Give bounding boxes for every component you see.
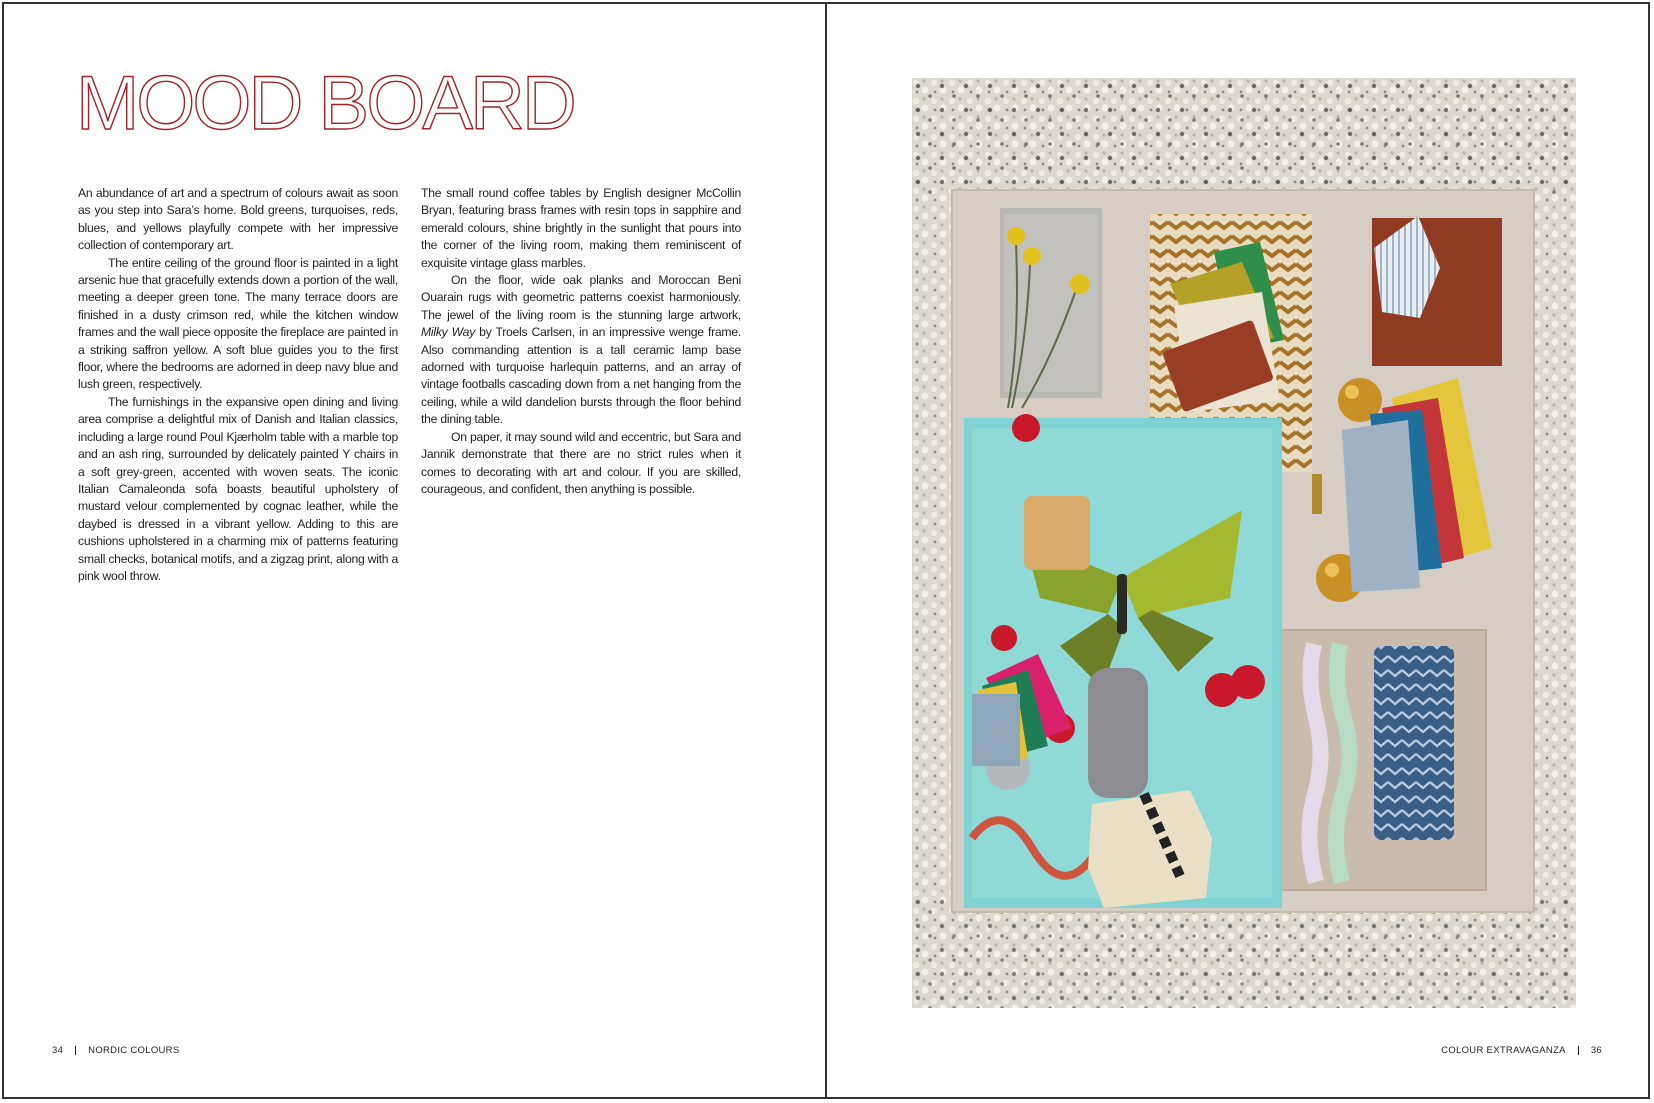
footer-divider	[1578, 1046, 1579, 1055]
brass-rod	[1312, 474, 1322, 514]
page-number: 34	[52, 1045, 64, 1056]
paragraph	[421, 272, 741, 429]
paragraph: The furnishings in the expansive open dining and living area comprise a delightful mix of Danish and Italian classics, including a large round Poul Kjærholm table with a marble top and an ash ring, surrounded by delicately painted Y chairs in a soft grey-green, accented with woven seats. The iconic Italian Camaleonda sofa boasts beautiful upholstery of mustard velour complemented by cognac leather, while the daybed is dressed in a vibrant yellow. Adding to this are cushions upholstered in a charming mix of patterns featuring small checks, botanical motifs, and a zigzag print, along with a pink wool throw.	[78, 394, 399, 583]
bust-figure	[1088, 668, 1148, 798]
artwork-title: Milky Way	[421, 325, 476, 340]
footer-left	[52, 1045, 179, 1056]
paragraph: An abundance of art and a spectrum of colours await as soon as you step into Sara’s home. Bold greens, turquoises, reds, blues, and yellows playfully compete with her impressive collection of contemporary art.	[78, 186, 398, 253]
footer-divider	[75, 1046, 76, 1055]
section-name: NORDIC COLOURS	[88, 1045, 180, 1056]
text-column-1	[78, 185, 398, 585]
paragraph-text: by Troels Carlsen, in an impressive wenge frame. Also commanding attention is a tall ceramic lamp base adorned with turquoise harlequin patterns, and an array of vintage footballs cascading down from a net hanging from the ceiling, while a wild dandelion bursts through the floor behind the dining table.	[421, 325, 741, 427]
paragraph: The entire ceiling of the ground floor is painted in a light arsenic hue that gracefully extends down a portion of the wall, meeting a deeper green tone. The many terrace doors are finished in a dusty crimson red, while the kitchen window frames and the wall piece opposite the fireplace are painted in a striking saffron yellow. A soft blue guides you to the first floor, where the bedrooms are adorned in deep navy blue and lush green, respectively.	[78, 255, 398, 392]
footer-right	[1441, 1045, 1602, 1056]
yellow-flower	[1007, 227, 1025, 245]
page-gutter	[825, 2, 827, 1099]
woven-chair	[1024, 496, 1090, 570]
paragraph: The small round coffee tables by English designer McCollin Bryan, featuring brass frames with resin tops in sapphire and emerald colours, shine brightly in the sunlight that pours into the corner of the living room, making them reminiscent of exquisite vintage glass marbles.	[421, 186, 741, 270]
text-column-2	[421, 185, 741, 498]
yellow-flower	[1023, 247, 1041, 265]
mood-board-photo	[912, 78, 1576, 1008]
woven-zigzag-swatch	[1374, 646, 1454, 840]
shag-sample	[1088, 790, 1212, 908]
section-name: COLOUR EXTRAVAGANZA	[1441, 1045, 1566, 1056]
yellow-flower	[1070, 274, 1090, 294]
page-number: 36	[1590, 1045, 1602, 1056]
paragraph-text: On the floor, wide oak planks and Moroccan Beni Ouarain rugs with geometric patterns coexist harmoniously. The jewel of the living room is the stunning large artwork,	[421, 273, 741, 322]
page-title: MOOD BOARD	[76, 61, 574, 146]
paragraph: On paper, it may sound wild and eccentric, but Sara and Jannik demonstrate that there are no strict rules when it comes to decorating with art and colour. If you are skilled, courageous, and confident, then anything is possible.	[421, 429, 741, 496]
